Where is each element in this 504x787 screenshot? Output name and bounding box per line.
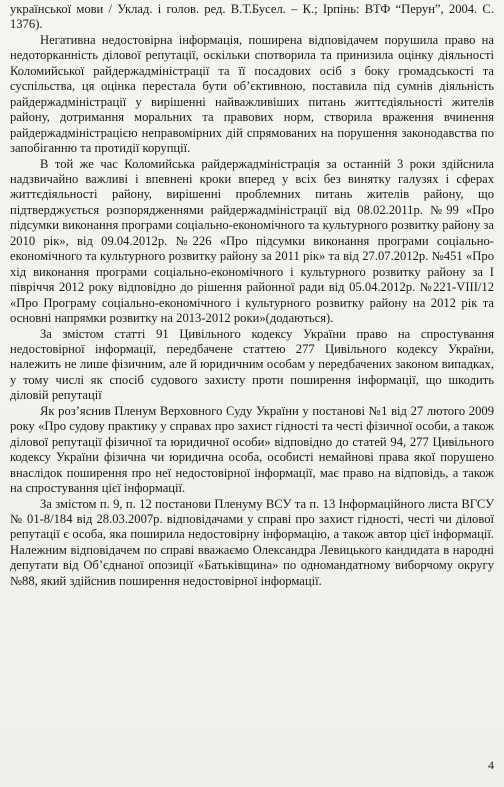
paragraph-civil-code-article-91: За змістом статті 91 Цивільного кодексу України право на спростування недостовірної інформації, передбачене статтею 277 Цивільного кодексу України, належить не лише фізичним, але й юридичним особам у передбачених законом випадках, у тому числі як спосіб судового захисту проти поширення інформації, що шкодить діловій репутації (10, 326, 494, 403)
document-body (10, 2, 494, 589)
paragraph-proper-defendant: За змістом п. 9, п. 12 постанови Пленуму ВСУ та п. 13 Інформаційного листа ВГСУ № 01-8/184 від 28.03.2007р. відповідачами у справі про захист гідності, честі чи ділової репутації є особа, яка поширила недостовірну інформацію, а також автор цієї інформації. Належним відповідачем по справі вважаємо Олександра Левицького кандидата в народні депутати від Об’єднаної опозиції «Батьківщина» по одномандатному виборчому округу №88, який здійснив поширення недостовірної інформації. (10, 496, 494, 588)
paragraph-supreme-court-plenum: Як роз’яснив Пленум Верховного Суду України у постанові №1 від 27 лютого 2009 року «Про судову практику у справах про захист гідності та честі фізичної особи, а також ділової репутації фізичної та юридичної особи» відповідно до статей 94, 277 Цивільного кодексу України фізична чи юридична особа, особисті немайнові права якої порушено внаслідок поширення про неї недостовірної інформації, має право на відповідь, а також на спростування цієї інформації. (10, 403, 494, 496)
paragraph-negative-information: Негативна недостовірна інформація, поширена відповідачем порушила право на недоторканність ділової репутації, оскільки спотворила та принизила оцінку діяльності Коломийської райдержадміністрації та її посадових осіб з боку громадськості та суспільства, ця оцінка перестала бути об’єктивною, поставила під сумнів діяльність райдержадміністрації у вирішенні найважливіших питань життєдіяльності жителів району, дотримання моральних та правових норм, створила враження вчинення райдержадміністрацією неправомірних дій спрямованих на порушення законодавства по запобіганню та протидії корупції. (10, 32, 494, 156)
paragraph-administration-achievements: В той же час Коломийська райдержадміністрація за останній 3 роки здійснила надзвичайно важливі і впевнені кроки вперед у всіх без винятку галузях і сферах життєдіяльності району, вирішенні проблемних питань жителів району, що підтверджується розпорядженнями райдержадміністрації від 08.02.2011р. №99 «Про підсумки виконання програми соціально-економічного та культурного розвитку району за 2010 рік», від 09.04.2012р. №226 «Про підсумки виконання програми соціально-економічного та культурного розвитку району за 2011 рік» та від 27.07.2012р. №451 «Про хід виконання програми соціально-економічного і культурного розвитку району за І півріччя 2012 року відповідно до рішення районної ради від 05.04.2012р. №221-VIII/12 «Про Програму соціально-економічного і культурного розвитку району на 2012 рік та основні напрямки розвитку на 2013-2012 роки»(додаються). (10, 156, 494, 326)
page-number: 4 (488, 758, 494, 772)
paragraph-citation-continuation: української мови / Уклад. і голов. ред. В.Т.Бусел. – К.; Ірпінь: ВТФ “Перун”, 2004. С. 1376). (10, 2, 494, 32)
